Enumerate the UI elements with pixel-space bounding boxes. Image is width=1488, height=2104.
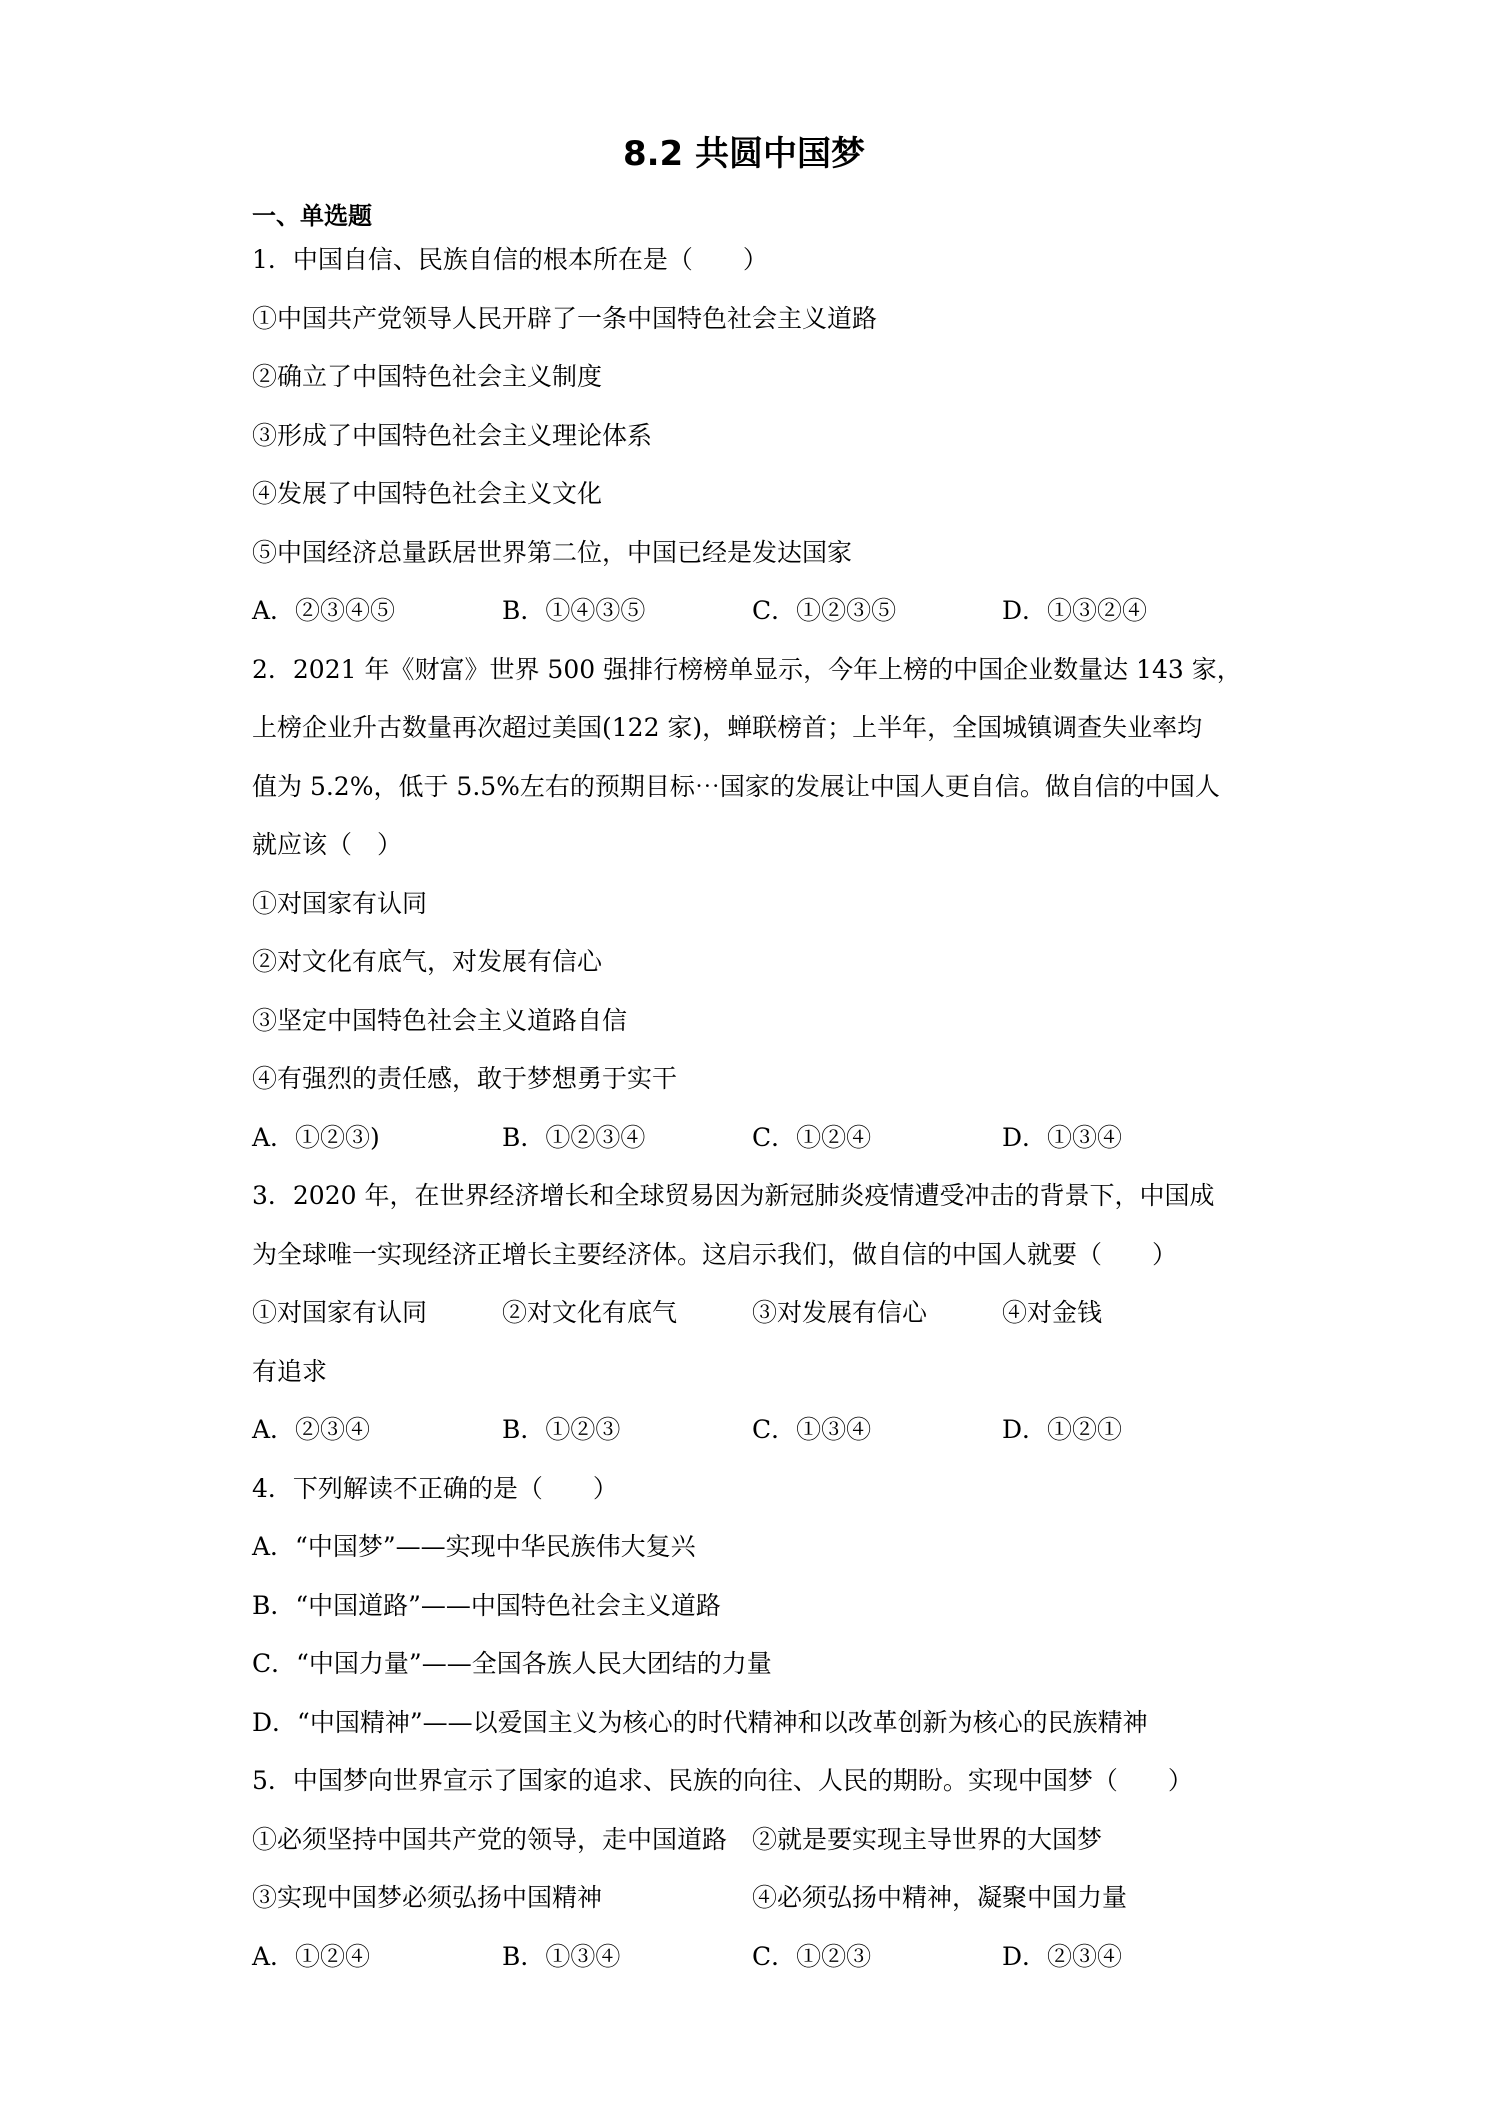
q3-stem-line: 3．2020 年，在世界经济增长和全球贸易因为新冠肺炎疫情遭受冲击的背景下，中国成 <box>252 1181 1215 1210</box>
q1-item: ④发展了中国特色社会主义文化 <box>252 479 603 508</box>
q5-item: ①必须坚持中国共产党的领导，走中国道路 <box>252 1824 728 1854</box>
q5-option-a: A．①②④ <box>252 1941 371 1971</box>
q5-item: ④必须弘扬中精神，凝聚中国力量 <box>752 1883 1128 1912</box>
q2-stem-line: 就应该（ ） <box>252 830 403 859</box>
q1-option-d: D．①③②④ <box>1002 596 1148 625</box>
q2-option-d: D．①③④ <box>1002 1122 1123 1152</box>
q4-option-d: D．“中国精神”——以爱国主义为核心的时代精神和以改革创新为核心的民族精神 <box>252 1707 1148 1737</box>
q3-stem-line: 为全球唯一实现经济正增长主要经济体。这启示我们，做自信的中国人就要（ ） <box>252 1239 1178 1269</box>
q5-items-row <box>252 1820 1252 1879</box>
q1-item: ②确立了中国特色社会主义制度 <box>252 362 603 391</box>
q2-option-c: C．①②④ <box>752 1122 872 1152</box>
section-heading: 一、单选题 <box>252 202 372 230</box>
q3-items-tail: 有追求 <box>252 1356 328 1386</box>
q2-options <box>252 1118 1252 1177</box>
q2-option-a: A．①②③) <box>252 1122 380 1152</box>
q5-option-b: B．①③④ <box>502 1941 621 1971</box>
q3-option-a: A．②③④ <box>252 1415 371 1444</box>
q3-item: ④对金钱 <box>1002 1298 1103 1327</box>
q3-items <box>252 1293 1252 1352</box>
q2-item: ④有强烈的责任感，敢于梦想勇于实干 <box>252 1064 678 1093</box>
q4-option-a: A．“中国梦”——实现中华民族伟大复兴 <box>252 1532 696 1561</box>
q5-option-d: D．②③④ <box>1002 1941 1123 1971</box>
q1-stem: 1．中国自信、民族自信的根本所在是（ ） <box>252 245 768 274</box>
q2-item: ③坚定中国特色社会主义道路自信 <box>252 1005 628 1035</box>
q3-option-b: B．①②③ <box>502 1415 621 1444</box>
q1-options <box>252 591 1252 650</box>
q2-item: ①对国家有认同 <box>252 888 428 918</box>
q3-option-c: C．①③④ <box>752 1415 872 1444</box>
q5-item: ②就是要实现主导世界的大国梦 <box>752 1824 1103 1854</box>
q1-option-a: A．②③④⑤ <box>252 596 396 625</box>
q5-stem: 5．中国梦向世界宣示了国家的追求、民族的向往、人民的期盼。实现中国梦（ ） <box>252 1766 1193 1795</box>
q3-options <box>252 1410 1252 1469</box>
q1-item: ⑤中国经济总量跃居世界第二位，中国已经是发达国家 <box>252 537 853 567</box>
q2-stem-line: 值为 5.2%，低于 5.5%左右的预期目标⋯国家的发展让中国人更自信。做自信的中国人 <box>252 771 1220 801</box>
q5-item: ③实现中国梦必须弘扬中国精神 <box>252 1883 603 1912</box>
q1-item: ③形成了中国特色社会主义理论体系 <box>252 420 653 450</box>
q3-option-d: D．①②① <box>1002 1415 1123 1444</box>
q3-item: ①对国家有认同 <box>252 1298 428 1327</box>
q1-option-b: B．①④③⑤ <box>502 596 646 625</box>
q4-stem: 4．下列解读不正确的是（ ） <box>252 1473 618 1503</box>
q2-option-b: B．①②③④ <box>502 1122 646 1152</box>
q1-option-c: C．①②③⑤ <box>752 596 897 625</box>
q5-items-row <box>252 1878 1252 1937</box>
page-title: 8.2 共圆中国梦 <box>622 134 866 174</box>
q3-item: ②对文化有底气 <box>502 1298 678 1327</box>
q2-stem-line: 2．2021 年《财富》世界 500 强排行榜榜单显示，今年上榜的中国企业数量达 143 家， <box>252 654 1242 684</box>
q4-option-c: C．“中国力量”——全国各族人民大团结的力量 <box>252 1649 772 1678</box>
q5-options <box>252 1937 1252 1996</box>
q5-option-c: C．①②③ <box>752 1941 872 1971</box>
question-list <box>252 240 1252 1995</box>
q2-stem-line: 上榜企业升古数量再次超过美国(122 家)，蝉联榜首；上半年，全国城镇调查失业率均 <box>252 713 1203 742</box>
q3-item: ③对发展有信心 <box>752 1298 928 1327</box>
q4-option-b: B．“中国道路”——中国特色社会主义道路 <box>252 1590 721 1620</box>
q1-item: ①中国共产党领导人民开辟了一条中国特色社会主义道路 <box>252 303 878 333</box>
q2-item: ②对文化有底气，对发展有信心 <box>252 947 603 976</box>
